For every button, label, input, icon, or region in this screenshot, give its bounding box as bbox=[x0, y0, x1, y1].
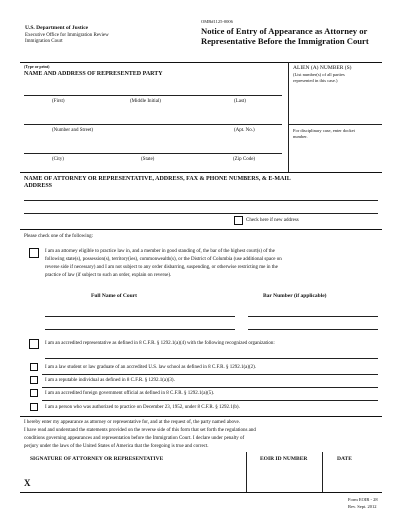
form-title-line-1: Notice of Entry of Appearance as Attorney or bbox=[201, 26, 368, 36]
omb-number: OMB#1125-0006 bbox=[201, 19, 233, 24]
option-1-line-1: I am an attorney eligible to practice law in, and a member in good standing of, the bar of the highest court(s) of the bbox=[45, 249, 275, 254]
type-or-print-note: (Type or print) bbox=[24, 64, 50, 69]
signature-field[interactable] bbox=[22, 466, 244, 491]
form-title-line-2: Representative Before the Immigration Court bbox=[201, 36, 369, 46]
zip-label: (Zip Code) bbox=[233, 157, 256, 162]
law-student-checkbox[interactable] bbox=[30, 363, 38, 371]
eligibility-section-rule bbox=[20, 416, 382, 417]
attorney-heading-line-2: ADDRESS bbox=[24, 183, 53, 189]
signature-divider-2 bbox=[322, 452, 323, 492]
reputable-individual-checkbox[interactable] bbox=[30, 376, 38, 384]
represented-party-heading: NAME AND ADDRESS OF REPRESENTED PARTY bbox=[24, 71, 163, 77]
attorney-section-rule bbox=[20, 229, 382, 230]
party-section-rule bbox=[20, 172, 382, 173]
signature-label: SIGNATURE OF ATTORNEY OR REPRESENTATIVE bbox=[30, 456, 164, 462]
alien-number-note-2: represented in this case.) bbox=[293, 78, 338, 83]
form-number: Form EOIR - 28 bbox=[348, 497, 378, 502]
alien-number-label: ALIEN (A) NUMBER (S) bbox=[293, 65, 352, 71]
apt-label: (Apt. No.) bbox=[234, 128, 255, 133]
court-name-field-1[interactable] bbox=[45, 316, 235, 317]
option-4-rule bbox=[42, 387, 378, 388]
court-name-field-2[interactable] bbox=[45, 329, 235, 330]
option-1-line-3: reverse side if necessary) and I am not subject to any order disbarring, suspending, or otherwise restricting me in the bbox=[45, 265, 278, 270]
option-3-rule bbox=[42, 374, 378, 375]
office-line-1: Executive Office for Immigration Review bbox=[25, 33, 109, 38]
street-label: (Number and Street) bbox=[52, 128, 94, 133]
office-line-2: Immigration Court bbox=[25, 39, 63, 44]
new-address-checkbox[interactable] bbox=[234, 216, 243, 225]
docket-number-field[interactable] bbox=[290, 141, 380, 171]
alien-number-field[interactable] bbox=[290, 85, 380, 125]
disciplinary-note-2: number. bbox=[293, 134, 308, 139]
eoir-id-field[interactable] bbox=[248, 466, 320, 491]
city-label: (City) bbox=[52, 157, 64, 162]
disciplinary-note-1: For disciplinary case, enter docket bbox=[293, 128, 355, 133]
statement-line-3: conditions governing appearances and representation before the Immigration Court. I declare under penalty of bbox=[24, 436, 245, 441]
alien-number-note-1: (List number(s) of all parties bbox=[293, 72, 345, 77]
alien-number-divider bbox=[288, 124, 382, 125]
eoir-id-label: EOIR ID NUMBER bbox=[260, 456, 308, 462]
first-name-label: (First) bbox=[52, 99, 65, 104]
accredited-representative-checkbox[interactable] bbox=[29, 339, 39, 349]
last-name-label: (Last) bbox=[234, 99, 246, 104]
attorney-line-1[interactable] bbox=[24, 200, 378, 201]
statement-line-2: I have read and understand the statements provided on the reverse side of this form that set forth the regulations and bbox=[24, 428, 256, 433]
date-label: DATE bbox=[337, 456, 352, 462]
attorney-line-2[interactable] bbox=[24, 213, 378, 214]
option-2-text: I am an accredited representative as defined in 8 C.F.R. § 1292.1(a)(4) with the following recognized organization: bbox=[45, 341, 275, 346]
attorney-eligible-checkbox[interactable] bbox=[29, 248, 39, 258]
bar-number-field-1[interactable] bbox=[248, 316, 378, 317]
option-4-text: I am a reputable individual as defined in 8 C.F.R. § 1292.1(a)(3). bbox=[45, 378, 175, 383]
party-city-field[interactable] bbox=[24, 153, 282, 154]
attorney-heading-line-1: NAME OF ATTORNEY OR REPRESENTATIVE, ADDRESS, FAX & PHONE NUMBERS, & E-MAIL bbox=[24, 176, 291, 182]
check-instruction: Please check one of the following: bbox=[24, 234, 94, 239]
signature-divider-1 bbox=[246, 452, 247, 492]
state-label: (State) bbox=[141, 157, 155, 162]
party-name-field[interactable] bbox=[24, 95, 282, 96]
party-street-field[interactable] bbox=[24, 124, 282, 125]
middle-initial-label: (Middle Initial) bbox=[130, 99, 161, 104]
section-divider bbox=[288, 62, 289, 172]
bar-number-field-2[interactable] bbox=[248, 329, 378, 330]
option-3-text: I am a law student or law graduate of an accredited U.S. law school as defined in 8 C.F.R. § 1292.1(a)(2). bbox=[45, 365, 257, 370]
bar-number-column-header: Bar Number (if applicable) bbox=[263, 293, 327, 299]
option-5-rule bbox=[42, 400, 378, 401]
option-1-line-2: following state(s), possession(s), territory(ies), commonwealth(s), or the District of Columbia (use additional space on bbox=[45, 257, 282, 262]
court-column-header: Full Name of Court bbox=[91, 293, 137, 299]
option-5-text: I am an accredited foreign government official as defined in 8 C.F.R. § 1292.1(a)(5). bbox=[45, 391, 215, 396]
recognized-organization-field[interactable] bbox=[45, 358, 378, 359]
statement-line-4: perjury under the laws of the United States of America that the foregoing is true and correct. bbox=[24, 444, 209, 449]
authorized-1952-checkbox[interactable] bbox=[30, 403, 38, 411]
header-rule bbox=[20, 62, 382, 63]
form-revision: Rev. Sept. 2012 bbox=[348, 504, 377, 509]
signature-section-rule bbox=[20, 492, 382, 493]
foreign-official-checkbox[interactable] bbox=[30, 389, 38, 397]
option-1-line-4: practice of law (if subject to such an order, explain on reverse). bbox=[45, 273, 172, 278]
agency-name: U.S. Department of Justice bbox=[25, 25, 89, 31]
date-field[interactable] bbox=[324, 466, 380, 491]
option-6-text: I am a person who was authorized to practice on December 23, 1952, under 8 C.F.R. § 1292.1(b). bbox=[45, 405, 240, 410]
statement-line-1: I hereby enter my appearance as attorney or representative for, and at the request of, the party named above. bbox=[24, 420, 240, 425]
new-address-label: Check here if new address bbox=[246, 218, 299, 223]
signature-x-mark: X bbox=[24, 478, 31, 488]
